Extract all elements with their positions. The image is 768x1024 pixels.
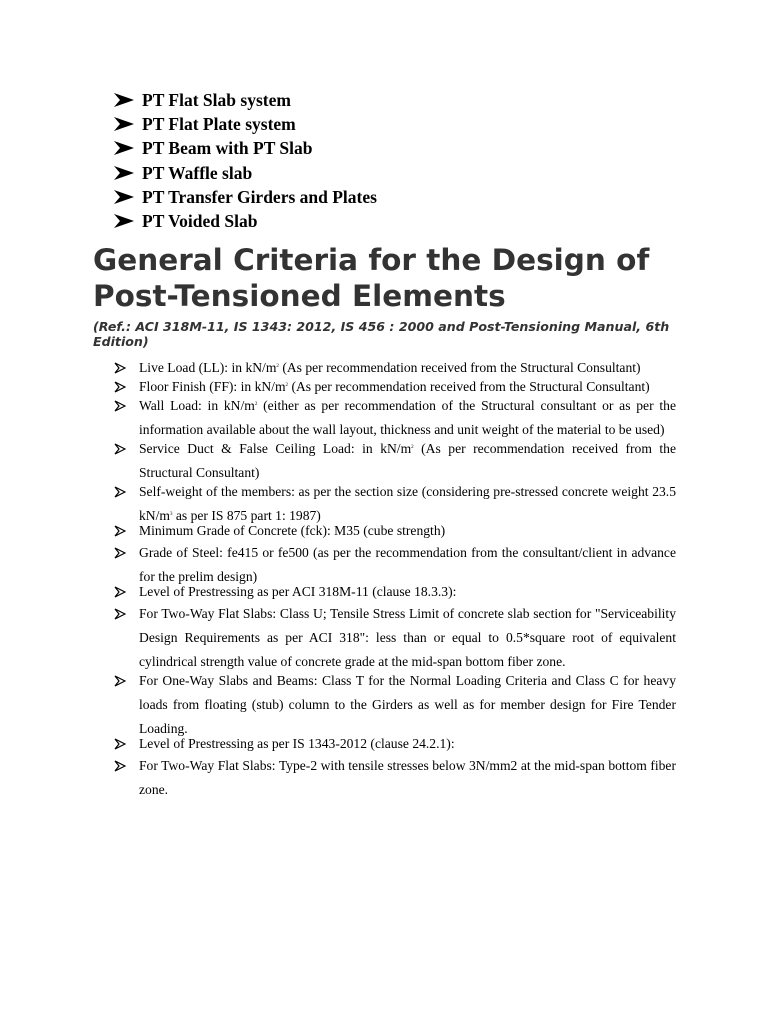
- list-item: PT Transfer Girders and Plates: [114, 185, 377, 209]
- arrowhead-bullet-icon: [114, 166, 134, 180]
- list-item: PT Flat Plate system: [114, 112, 377, 136]
- arrowhead-bullet-icon: [114, 117, 134, 131]
- list-item-wall-load: Wall Load: in $kN/m^2$ (either as per recommendation of the Structural consultant or as per the information available about the wall layout, thickness and unit weight of the material to be used): [114, 394, 676, 442]
- arrowhead-bullet-icon: [114, 760, 126, 772]
- list-item-prestress-aci: Level of Prestressing as per ACI 318M-11 (clause 18.3.3):: [114, 584, 676, 600]
- arrowhead-bullet-icon: [114, 400, 126, 412]
- arrowhead-bullet-icon: [114, 443, 126, 455]
- arrowhead-bullet-icon: [114, 525, 126, 537]
- list-item-one-way-aci: For One-Way Slabs and Beams: Class T for the Normal Loading Criteria and Class C for heavy loads from floating (stub) column to the Girders as well as for member design for Fire Tender Loading.: [114, 669, 676, 741]
- list-item-concrete-grade: Minimum Grade of Concrete (fck): M35 (cube strength): [114, 523, 676, 539]
- arrowhead-bullet-icon: [114, 190, 134, 204]
- list-item-self-weight: Self-weight of the members: as per the section size (considering pre-stressed concrete weight 23.5 $kN/m^3$ as per IS 875 part 1: 1987): [114, 480, 676, 528]
- arrowhead-bullet-icon: [114, 93, 134, 107]
- list-item-two-way-is: For Two-Way Flat Slabs: Type-2 with tensile stresses below 3N/mm2 at the mid-span bottom fiber zone.: [114, 754, 676, 802]
- list-item: PT Voided Slab: [114, 209, 377, 233]
- arrowhead-bullet-icon: [114, 675, 126, 687]
- arrowhead-bullet-icon: [114, 362, 126, 374]
- list-item: PT Beam with PT Slab: [114, 136, 377, 160]
- list-item-prestress-is: Level of Prestressing as per IS 1343-2012 (clause 24.2.1):: [114, 736, 676, 752]
- section-heading: General Criteria for the Design of Post-Tensioned Elements: [93, 243, 650, 313]
- design-criteria-list: [114, 356, 676, 797]
- list-item: PT Waffle slab: [114, 161, 377, 185]
- list-item-floor-finish: Floor Finish (FF): in $kN/m^2$ (As per recommendation received from the Structural Consultant): [114, 375, 676, 399]
- arrowhead-bullet-icon: [114, 141, 134, 155]
- reference-note: (Ref.: ACI 318M-11, IS 1343: 2012, IS 456 : 2000 and Post-Tensioning Manual, 6th Edition): [93, 319, 670, 349]
- pt-systems-list: [114, 88, 377, 233]
- arrowhead-bullet-icon: [114, 586, 126, 598]
- arrowhead-bullet-icon: [114, 738, 126, 750]
- list-item-service-duct: Service Duct & False Ceiling Load: in $kN/m^2$ (As per recommendation received from the Structural Consultant): [114, 437, 676, 485]
- list-item-two-way-aci: For Two-Way Flat Slabs: Class U; Tensile Stress Limit of concrete slab section for "Serviceability Design Requirements as per ACI 318": less than or equal to 0.5*square root of equivalent cylindrical strength value of concrete grade at the mid-span bottom fiber zone.: [114, 602, 676, 674]
- list-item-live-load: Live Load (LL): in $kN/m^2$ (As per recommendation received from the Structural Consultant): [114, 356, 676, 380]
- arrowhead-bullet-icon: [114, 608, 126, 620]
- arrowhead-bullet-icon: [114, 214, 134, 228]
- list-item-steel-grade: Grade of Steel: fe415 or fe500 (as per the recommendation from the consultant/client in advance for the prelim design): [114, 541, 676, 589]
- arrowhead-bullet-icon: [114, 381, 126, 393]
- arrowhead-bullet-icon: [114, 486, 126, 498]
- arrowhead-bullet-icon: [114, 547, 126, 559]
- list-item: PT Flat Slab system: [114, 88, 377, 112]
